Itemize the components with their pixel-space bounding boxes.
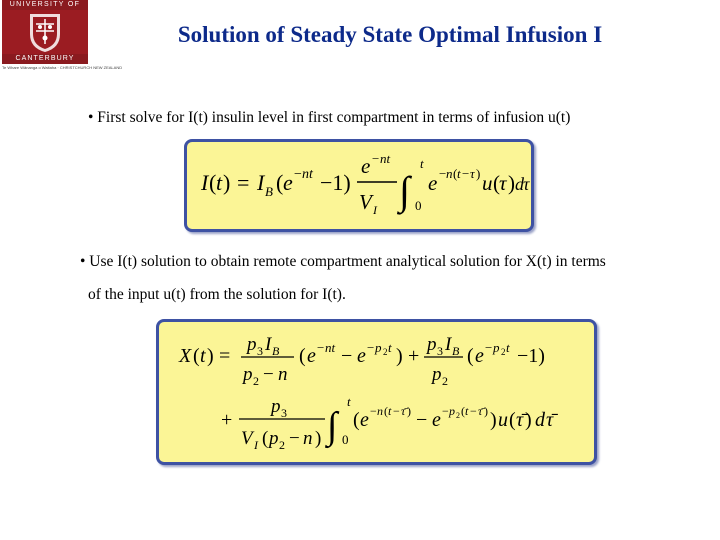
svg-text:): ) (396, 345, 403, 367)
svg-text:τ: τ (523, 174, 530, 194)
svg-text:): ) (407, 404, 411, 418)
svg-text:): ) (476, 166, 481, 181)
svg-text:2: 2 (501, 347, 506, 357)
svg-text:(: ( (193, 345, 200, 367)
svg-text:e: e (428, 171, 438, 195)
svg-text:−: − (341, 345, 353, 367)
svg-text:B: B (265, 184, 273, 199)
svg-text:V: V (241, 428, 253, 449)
svg-text:−: − (485, 340, 493, 355)
svg-text:−: − (462, 166, 470, 181)
svg-text:I: I (265, 334, 272, 355)
svg-text:3: 3 (437, 344, 443, 358)
equation-insulin (187, 142, 531, 229)
bullet-remote-compartment: • Use I(t) solution to obtain remote compartment analytical solution for X(t) in terms (80, 253, 606, 270)
svg-text:−: − (370, 404, 377, 418)
svg-text:t: t (420, 156, 424, 171)
svg-text:(: ( (276, 170, 284, 195)
svg-text:p: p (271, 396, 281, 417)
svg-text:−: − (470, 404, 477, 418)
svg-text:t: t (465, 404, 469, 418)
svg-text:−: − (372, 151, 380, 166)
svg-text:t: t (506, 340, 510, 355)
svg-text:(: ( (493, 171, 500, 195)
svg-text:): ) (223, 170, 231, 195)
svg-text:d: d (535, 409, 545, 431)
svg-text:n: n (377, 404, 383, 418)
svg-text:−: − (294, 167, 302, 182)
svg-text:t: t (388, 404, 392, 418)
svg-text:): ) (508, 171, 515, 195)
svg-text:−: − (439, 166, 447, 181)
svg-text:2: 2 (456, 411, 460, 420)
svg-text:=: = (237, 170, 250, 195)
svg-text:−: − (289, 428, 300, 449)
svg-text:(: ( (453, 166, 458, 181)
svg-text:B: B (272, 344, 280, 358)
svg-text:3: 3 (281, 406, 287, 420)
svg-text:−: − (263, 364, 274, 385)
svg-text:0: 0 (342, 432, 349, 447)
svg-text:2: 2 (279, 438, 285, 452)
svg-text:d: d (515, 174, 524, 194)
svg-text:t: t (457, 166, 461, 181)
svg-text:p: p (375, 340, 382, 355)
svg-text:n: n (446, 166, 453, 181)
svg-text:u: u (482, 171, 493, 195)
svg-text:): ) (315, 428, 322, 449)
logo-bottom-text: CANTERBURY (2, 54, 88, 64)
svg-text:−1): −1) (320, 170, 351, 195)
svg-text:=: = (219, 345, 231, 367)
svg-text:−: − (442, 404, 449, 418)
svg-text:0: 0 (415, 198, 422, 213)
svg-text:2: 2 (253, 374, 259, 388)
equation-box-insulin (184, 139, 534, 232)
svg-text:p: p (493, 340, 500, 355)
svg-text:B: B (452, 344, 460, 358)
svg-text:e: e (283, 170, 293, 195)
svg-text:): ) (207, 345, 214, 367)
svg-text:I: I (445, 334, 452, 355)
svg-text:X: X (179, 345, 192, 367)
svg-text:I: I (257, 170, 265, 195)
svg-text:(: ( (262, 428, 269, 449)
logo-top-text: UNIVERSITY OF (2, 0, 88, 10)
svg-text:p: p (427, 334, 437, 355)
svg-text:t: t (347, 394, 351, 409)
svg-text:nt: nt (302, 167, 313, 182)
svg-text:I: I (254, 438, 258, 452)
svg-text:τ̄: τ̄ (516, 409, 524, 431)
bullet-remote-compartment-cont: of the input u(t) from the solution for I(t). (88, 286, 346, 303)
svg-text:τ̄: τ̄ (478, 404, 483, 418)
svg-text:I: I (373, 203, 377, 217)
svg-text:u: u (498, 409, 508, 431)
svg-text:e: e (475, 345, 484, 367)
svg-text:(: ( (299, 345, 306, 367)
svg-text:p: p (243, 364, 253, 385)
svg-text:3: 3 (257, 344, 263, 358)
svg-text:+: + (221, 409, 233, 431)
svg-text:τ̄: τ̄ (401, 404, 406, 418)
svg-text:): ) (490, 409, 497, 431)
svg-text:−1): −1) (517, 345, 545, 367)
svg-text:): ) (525, 409, 532, 431)
svg-text:τ: τ (499, 171, 507, 195)
svg-text:e: e (307, 345, 316, 367)
svg-text:(: ( (209, 170, 217, 195)
svg-text:−: − (416, 409, 428, 431)
bullet-first-solve: • First solve for I(t) insulin level in first compartment in terms of infusion u(t) (88, 109, 571, 126)
equation-box-remote (156, 319, 597, 465)
svg-text:t: t (216, 170, 223, 195)
svg-text:t: t (200, 345, 206, 367)
svg-text:∫: ∫ (399, 168, 410, 213)
svg-text:e: e (432, 409, 441, 431)
svg-text:): ) (484, 404, 488, 418)
svg-text:e: e (357, 345, 366, 367)
svg-text:p: p (449, 404, 455, 418)
svg-text:n: n (278, 364, 288, 385)
equation-remote (159, 322, 594, 462)
svg-text:V: V (359, 190, 372, 214)
svg-text:τ̄: τ̄ (546, 409, 554, 431)
svg-text:nt: nt (325, 340, 336, 355)
svg-text:I: I (201, 170, 209, 195)
svg-text:(: ( (384, 404, 388, 418)
svg-text:(: ( (353, 409, 360, 431)
svg-text:−: − (367, 340, 375, 355)
logo-motto: Te Whare Wānanga o Waitaha · CHRISTCHURCH NEW ZEALAND (2, 65, 123, 70)
university-logo (2, 0, 123, 72)
svg-text:τ: τ (470, 166, 475, 181)
svg-text:p: p (432, 364, 442, 385)
svg-text:∫: ∫ (327, 405, 338, 447)
svg-text:−: − (393, 404, 400, 418)
svg-text:t: t (388, 340, 392, 355)
svg-text:nt: nt (380, 151, 391, 166)
svg-text:2: 2 (442, 374, 448, 388)
svg-text:(: ( (509, 409, 516, 431)
svg-text:e: e (360, 409, 369, 431)
svg-text:(: ( (467, 345, 474, 367)
slide-title: Solution of Steady State Optimal Infusion I (177, 22, 603, 47)
svg-text:2: 2 (383, 347, 388, 357)
svg-text:(: ( (461, 404, 465, 418)
crest-icon (2, 10, 88, 54)
svg-text:n: n (303, 428, 313, 449)
svg-text:e: e (361, 154, 371, 178)
svg-text:−: − (317, 340, 325, 355)
svg-text:p: p (269, 428, 279, 449)
svg-text:p: p (247, 334, 257, 355)
svg-text:+: + (408, 345, 420, 367)
